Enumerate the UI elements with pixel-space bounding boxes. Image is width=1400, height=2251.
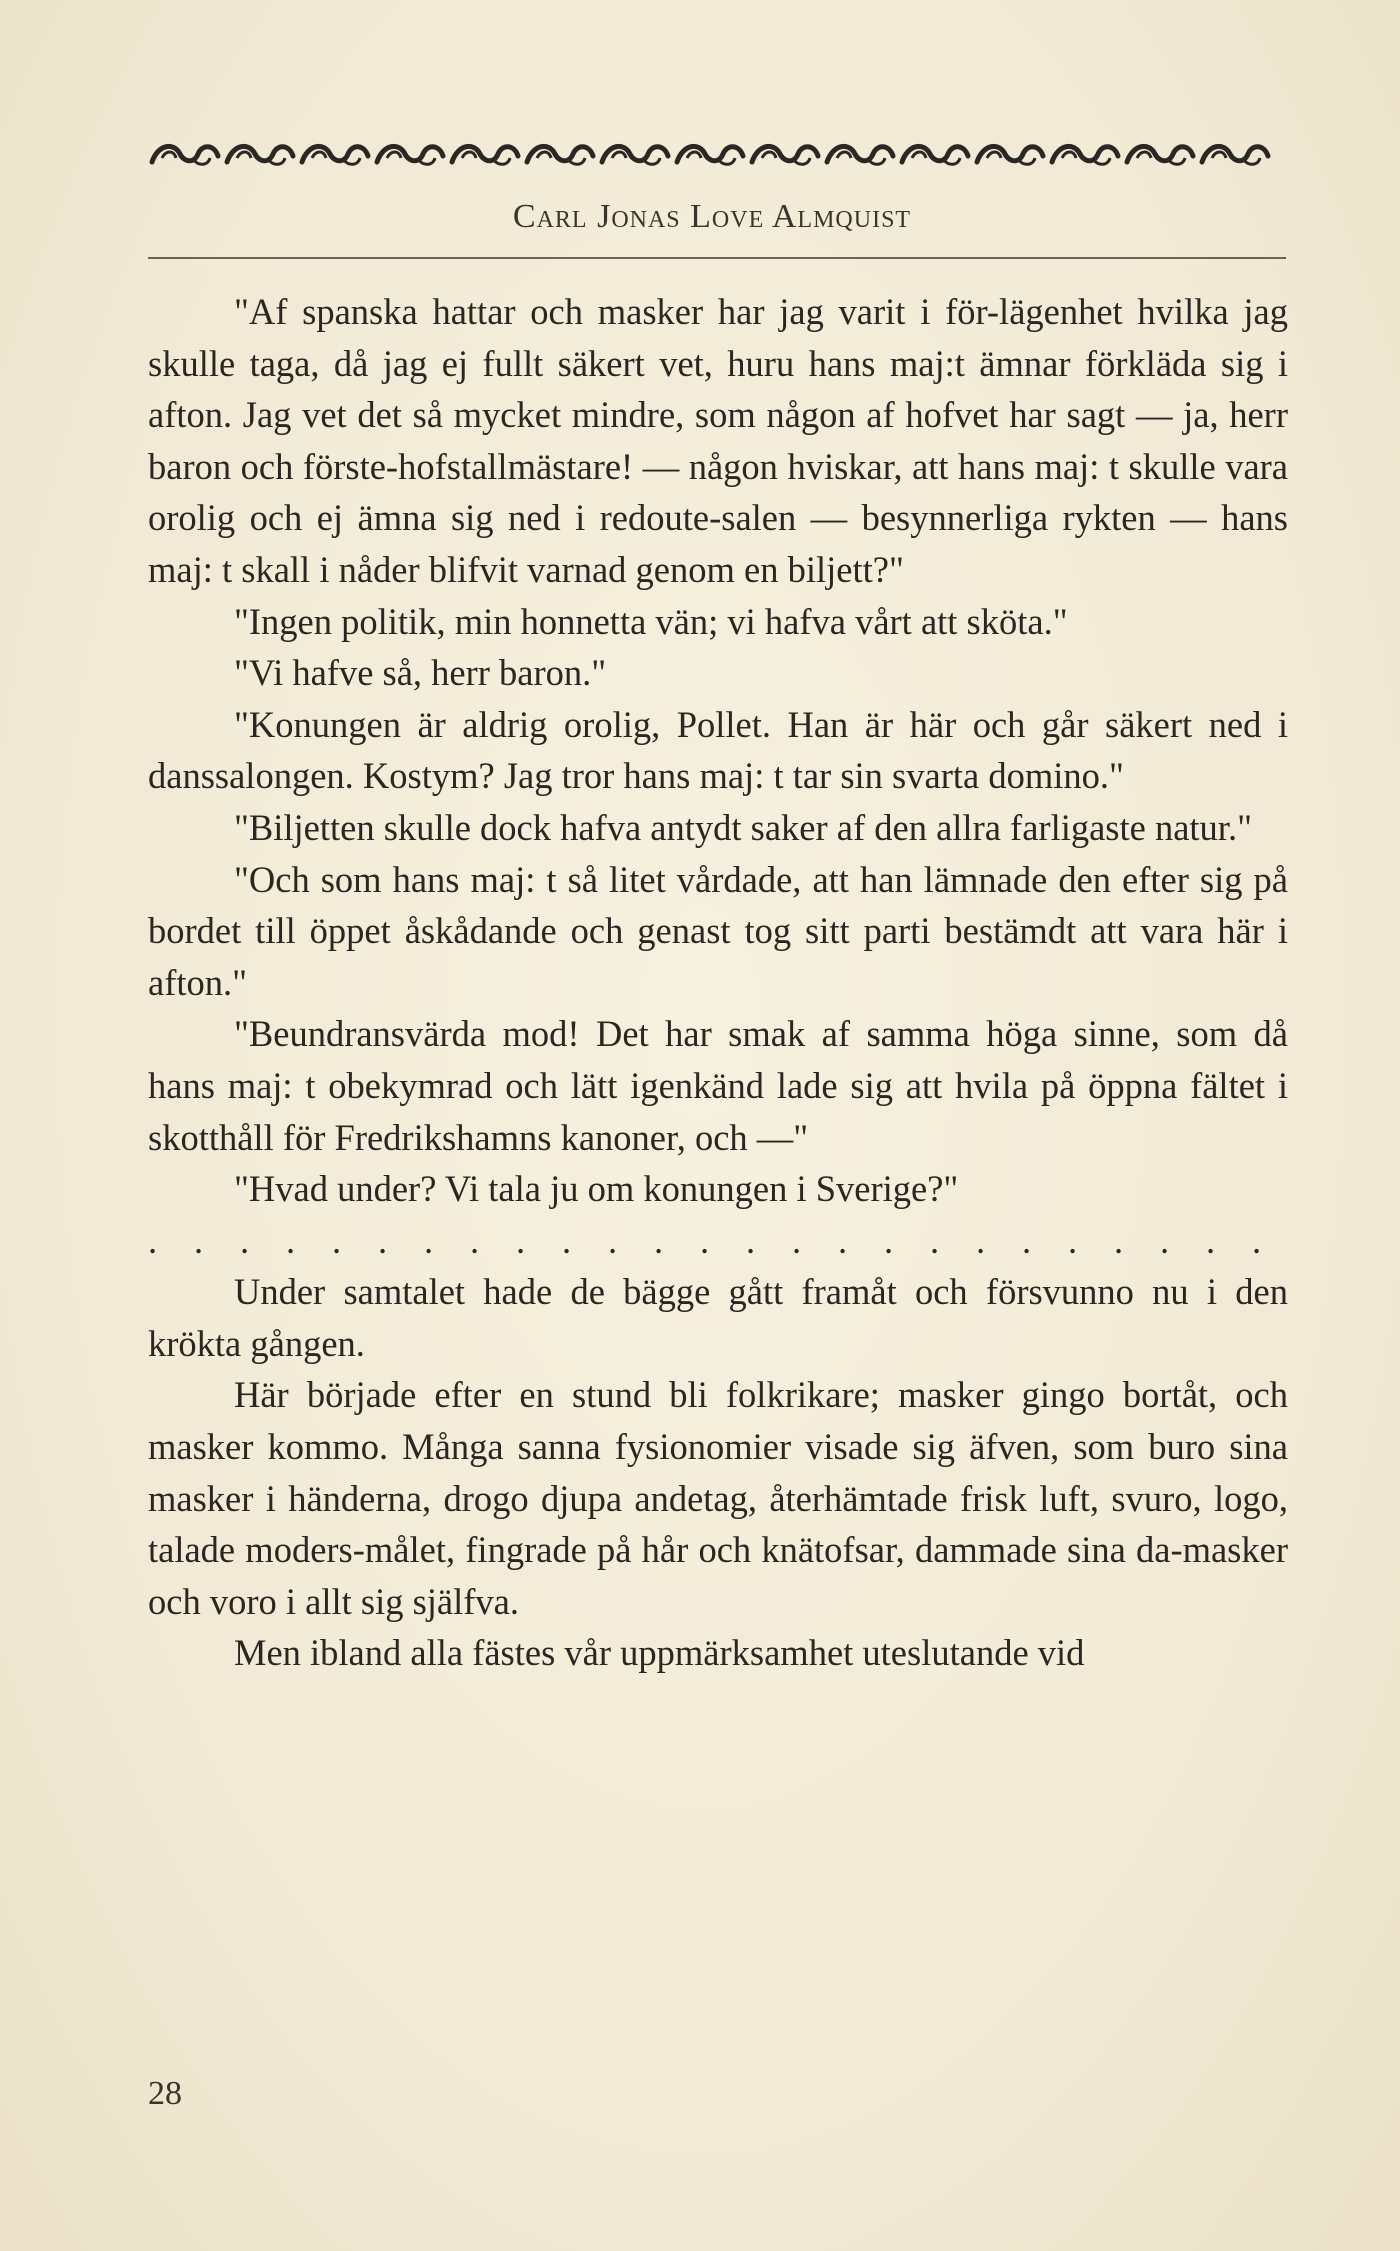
ellipsis-dot: . [654, 1219, 664, 1261]
ellipsis-dot: . [1206, 1219, 1216, 1261]
paragraph: Men ibland alla fästes vår uppmärksamhet uteslutande vid [234, 1632, 1085, 1674]
wave-motif-icon [302, 146, 368, 164]
header-rule [148, 257, 1286, 259]
wave-motif-icon [602, 146, 668, 164]
wave-motif-icon [902, 146, 968, 164]
ellipsis-dot: . [194, 1219, 204, 1261]
wave-motif-icon [1127, 146, 1193, 164]
wave-motif-icon [152, 146, 218, 164]
paragraph: "Biljetten skulle dock hafva antydt saker af den allra farligaste natur." [234, 806, 1252, 848]
paragraph: "Konungen är aldrig orolig, Pollet. Han är här och går säkert ned i danssalongen. Kostym? Jag tror hans maj: t tar sin svarta domino." [148, 703, 1288, 797]
wave-motif-icon [677, 146, 743, 164]
ellipsis-dot: . [792, 1219, 802, 1261]
wave-motif-icon [227, 146, 293, 164]
paragraph: "Hvad under? Vi tala ju om konungen i Sverige?" [234, 1168, 959, 1210]
ellipsis-dot: . [1114, 1219, 1124, 1261]
wave-motif-icon [527, 146, 593, 164]
ellipsis-dot: . [1252, 1219, 1262, 1261]
ellipsis-dot: . [1022, 1219, 1032, 1261]
ellipsis-dot: . [378, 1219, 388, 1261]
body-text [148, 286, 1288, 1679]
ellipsis-dot: . [148, 1219, 158, 1261]
ellipsis-dot: . [516, 1219, 526, 1261]
ellipsis-dot: . [240, 1219, 250, 1261]
wave-motif-icon [452, 146, 518, 164]
ellipsis-dot: . [562, 1219, 572, 1261]
ellipsis-dot: . [700, 1219, 710, 1261]
running-head: Carl Jonas Love Almquist [512, 198, 912, 235]
paragraph: "Och som hans maj: t så litet vårdade, att han lämnade den efter sig på bordet till öppet åskådande och genast tog sitt parti bestämdt att vara här i afton." [148, 858, 1288, 1003]
paragraph: Här började efter en stund bli folkrikare; masker gingo bortåt, och masker kommo. Många sanna fysionomier visade sig äfven, som buro sina masker i händerna, drogo djupa andetag, återhämtade frisk luft, svuro, logo, talade moders-målet, fingrade på hår och knätofsar, dammade sina da-masker och voro i allt sig själfva. [148, 1374, 1288, 1622]
ellipsis-dot: . [424, 1219, 434, 1261]
ellipsis-dot: . [884, 1219, 894, 1261]
ellipsis-row [148, 1215, 1288, 1267]
wave-motif-icon [1052, 146, 1118, 164]
ellipsis-dot: . [930, 1219, 940, 1261]
paragraph: "Vi hafve så, herr baron." [234, 652, 607, 694]
wave-motif-icon [1202, 146, 1268, 164]
ellipsis-dot: . [332, 1219, 342, 1261]
page-number: 28 [148, 2075, 182, 2112]
paragraph: "Beundransvärda mod! Det har smak af samma höga sinne, som då hans maj: t obekymrad och lätt igenkänd lade sig att hvila på öppna fältet i skotthåll för Fredrikshamns kanoner, och —" [148, 1013, 1288, 1158]
wave-motif-icon [827, 146, 893, 164]
ellipsis-dot: . [286, 1219, 296, 1261]
wave-motif-icon [752, 146, 818, 164]
paragraph: "Af spanska hattar och masker har jag varit i för-lägenhet hvilka jag skulle taga, då jag ej fullt säkert vet, huru hans maj:t ämnar förkläda sig i afton. Jag vet det så mycket mindre, som någon af hofvet har sagt — ja, herr baron och förste-hofstallmästare! — någon hviskar, att hans maj: t skulle vara orolig och ej ämna sig ned i redoute-salen — besynnerliga rykten — hans maj: t skall i nåder blifvit varnad genom en biljett?" [148, 291, 1288, 590]
paragraph: Under samtalet hade de bägge gått framåt och försvunno nu i den krökta gången. [148, 1271, 1288, 1364]
paragraph: "Ingen politik, min honnetta vän; vi hafva vårt att sköta." [234, 600, 1068, 642]
wave-motif-icon [377, 146, 443, 164]
ellipsis-dot: . [470, 1219, 480, 1261]
ellipsis-dot: . [976, 1219, 986, 1261]
scroll-wave-border-icon [148, 136, 1276, 176]
ellipsis-dot: . [746, 1219, 756, 1261]
ellipsis-dot: . [838, 1219, 848, 1261]
ellipsis-dot: . [608, 1219, 618, 1261]
ellipsis-dot: . [1068, 1219, 1078, 1261]
ellipsis-dot: . [1160, 1219, 1170, 1261]
wave-motif-icon [977, 146, 1043, 164]
